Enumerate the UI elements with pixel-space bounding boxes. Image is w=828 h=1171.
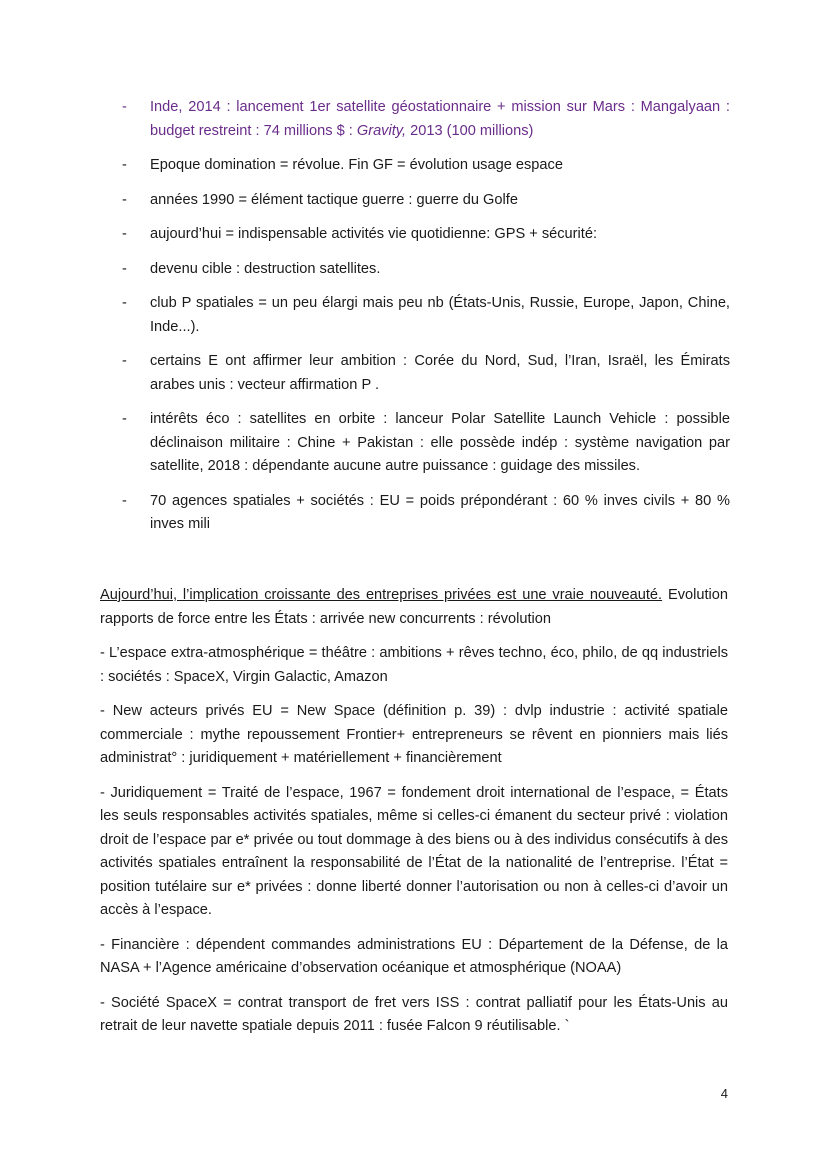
bullet-dash: - (122, 353, 127, 369)
page-number: 4 (720, 1086, 728, 1101)
bullet-text: Inde, 2014 : lancement 1er satellite géostationnaire + mission sur Mars : Mangalyaan : budget restreint : 74 millions $ : (150, 99, 730, 139)
bullet-text: aujourd’hui = indispensable activités vie quotidienne: GPS + sécurité: (150, 226, 598, 242)
bullet-item (100, 223, 730, 247)
bullet-text: 2013 (100 millions) (406, 122, 534, 139)
bullet-dash: - (122, 260, 127, 277)
bullet-text: devenu cible : destruction satellites. (150, 260, 381, 277)
paragraph: - Financière : dépendent commandes administrations EU : Département de la Défense, de la NASA + l’Agence américaine d’observation océanique et atmosphérique (NOAA) (100, 936, 728, 976)
bullet-list (100, 96, 730, 548)
bullet-item (100, 490, 730, 537)
paragraph: - New acteurs privés EU = New Space (définition p. 39) : dvlp industrie : activité spatiale commerciale : mythe repoussement Frontier+ entrepreneurs se rêvent en pionniers mais liés administrat° : juridiquement + matériellement + financièrement (100, 703, 728, 766)
bullet-dash: - (122, 157, 127, 173)
bullet-item (100, 154, 730, 178)
bullet-dash: - (122, 295, 127, 311)
intro-paragraph (100, 584, 728, 631)
bullet-text: certains E ont affirmer leur ambition : Corée du Nord, Sud, l’Iran, Israël, les Émirats arabes unis : vecteur affirmation P . (150, 353, 730, 393)
paragraph: - Juridiquement = Traité de l’espace, 1967 = fondement droit international de l’espace, = États les seuls responsables activités spatiales, même si celles-ci émanent du secteur privé : violation droit de l’espace par e* privée ou tout dommage à des biens ou à des individus consécutifs à des activités spatiales entraînent la responsabilité de l’État de la nationalité de l’entreprise. l’État = position tutélaire sur e* privées : donne liberté donner l’autorisation ou non à celles-ci d’avoir un accès à l’espace. (100, 784, 728, 918)
bullet-text: années 1990 = élément tactique guerre : guerre du Golfe (150, 191, 518, 208)
bullet-dash: - (122, 492, 127, 509)
bullet-item (100, 189, 730, 213)
bullet-text-italic: Gravity, (356, 122, 407, 139)
bullet-item (100, 292, 730, 339)
bullet-text: club P spatiales = un peu élargi mais peu nb (États-Unis, Russie, Europe, Japon, Chine, Inde...). (150, 295, 730, 335)
body-section (100, 584, 728, 1050)
intro-underlined-sentence: Aujourd’hui, l’implication croissante des entreprises privées est une vraie nouveauté. (100, 587, 663, 603)
paragraph: - L’espace extra-atmosphérique = théâtre : ambitions + rêves techno, éco, philo, de qq industriels : sociétés : SpaceX, Virgin Galactic, Amazon (100, 645, 728, 685)
intro-rest: Evolution rapports de force entre les États : arrivée new concurrents : révolution (100, 587, 728, 627)
bullet-dash: - (122, 191, 127, 208)
bullet-dash: - (122, 411, 127, 427)
bullet-item (100, 350, 730, 397)
bullet-dash: - (122, 99, 127, 115)
bullet-text: Epoque domination = révolue. Fin GF = évolution usage espace (150, 157, 563, 173)
bullet-item (100, 96, 730, 143)
bullet-text: 70 agences spatiales + sociétés : EU = poids prépondérant : 60 % inves civils + 80 % inves mili (150, 492, 730, 532)
bullet-dash: - (122, 226, 127, 242)
paragraph: - Société SpaceX = contrat transport de fret vers ISS : contrat palliatif pour les États-Unis au retrait de leur navette spatiale depuis 2011 : fusée Falcon 9 réutilisable. ` (100, 994, 728, 1034)
bullet-item (100, 408, 730, 479)
bullet-item (100, 258, 730, 282)
bullet-text: intérêts éco : satellites en orbite : lanceur Polar Satellite Launch Vehicle : possible déclinaison militaire : Chine + Pakistan : elle possède indép : système navigation par satellite, 2018 : dépendante aucune autre puissance : guidage des missiles. (150, 411, 730, 474)
